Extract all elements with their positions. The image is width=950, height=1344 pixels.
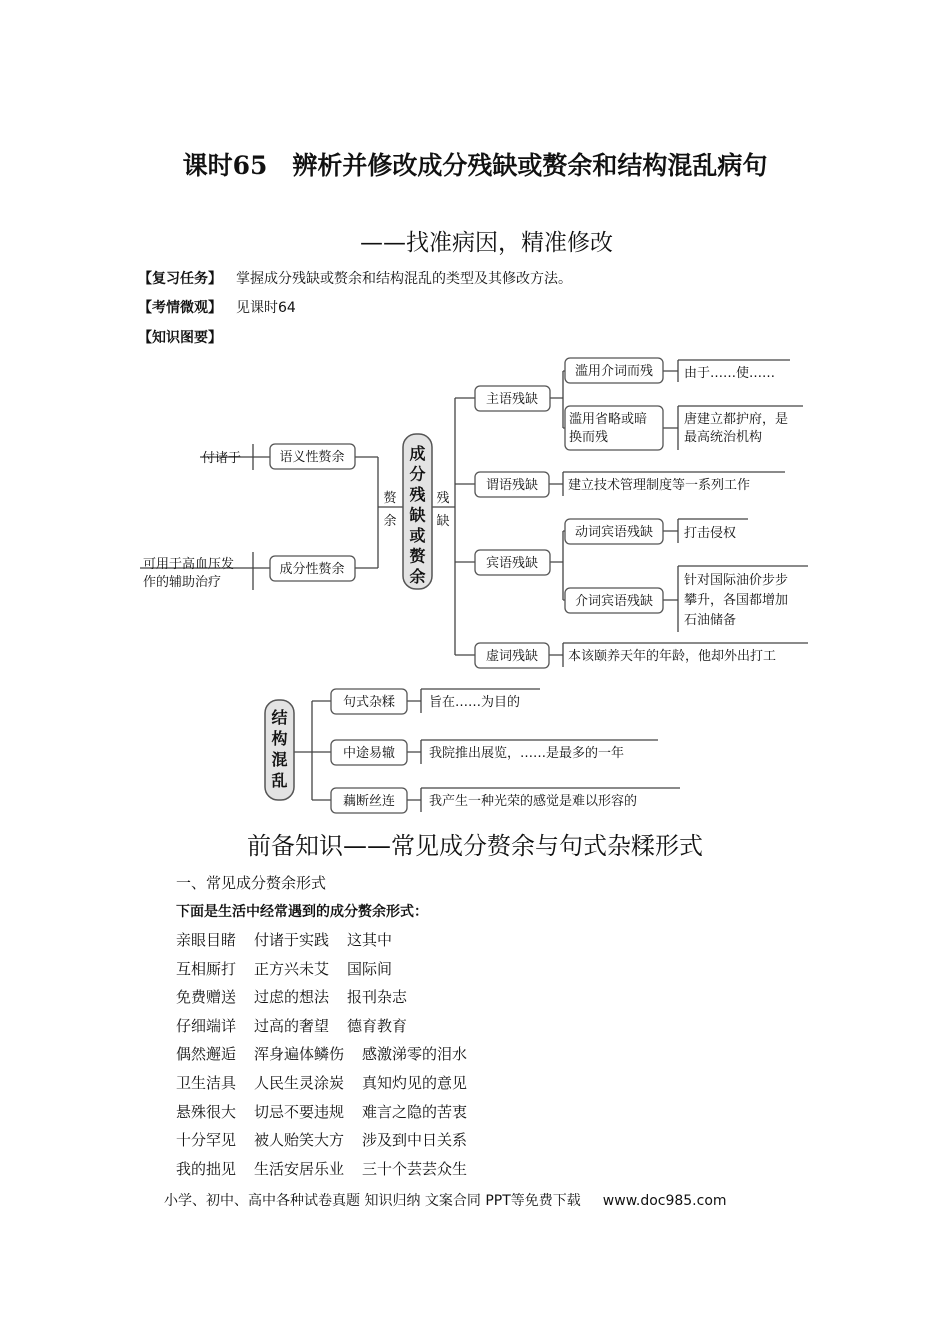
omission-branch-char: 残 xyxy=(436,491,450,506)
redundancy-phrase: 难言之隐的苦衷 xyxy=(362,1102,468,1121)
redundancy-branch-char: 余 xyxy=(383,514,397,529)
component-redundancy-label: 成分性赘余 xyxy=(279,562,345,577)
center-node-text xyxy=(409,444,426,586)
prep-object-omission-label: 介词宾语残缺 xyxy=(574,594,654,609)
redundancy-phrase: 十分罕见 xyxy=(176,1131,237,1150)
redundancy-phrase: 偶然邂逅 xyxy=(176,1045,237,1064)
structure-center-char: 构 xyxy=(271,729,288,748)
redundancy-phrase: 德育教育 xyxy=(347,1016,408,1035)
redundancy-phrase: 免费赠送 xyxy=(176,988,237,1007)
footer-text: 小学、初中、高中各种试卷真题 知识归纳 文案合同 PPT等免费下载 xyxy=(164,1193,581,1209)
prep-object-omission-example-3: 石油储备 xyxy=(684,613,737,628)
sentence-mixing-label: 句式杂糅 xyxy=(342,695,396,710)
redundancy-phrase: 亲眼目睹 xyxy=(176,931,237,949)
redundancy-phrase: 真知灼见的意见 xyxy=(362,1074,468,1092)
omission-misuse-example-1: 唐建立都护府，是 xyxy=(684,412,789,427)
redundancy-phrase: 这其中 xyxy=(347,931,393,949)
list-item xyxy=(176,958,410,979)
list-item xyxy=(176,1043,485,1064)
section1-intro: 下面是生活中经常遇到的成分赘余形式： xyxy=(176,904,428,920)
redundancy-phrase: 涉及到中日关系 xyxy=(362,1131,468,1150)
page-title: 课时65 辨析并修改成分残缺或赘余和结构混乱病句 xyxy=(182,151,768,180)
section-title: 前备知识——常见成分赘余与句式杂糅形式 xyxy=(247,832,703,860)
center-node-char: 分 xyxy=(409,464,426,484)
semantic-redundancy-example: 付诸于 xyxy=(202,451,242,466)
center-node-char: 缺 xyxy=(409,505,426,525)
redundancy-phrase: 浑身遍体鳞伤 xyxy=(254,1045,345,1064)
verb-object-omission-example: 打击侵权 xyxy=(684,526,737,541)
lingering-link-label: 藕断丝连 xyxy=(342,794,396,809)
review-task-value: 掌握成分残缺或赘余和结构混乱的类型及其修改方法。 xyxy=(236,271,572,287)
omission-branch-char: 缺 xyxy=(436,514,450,529)
exam-view-value: 见课时64 xyxy=(236,300,296,316)
list-item xyxy=(176,1101,485,1122)
function-word-omission-example: 本该颐养天年的年龄，他却外出打工 xyxy=(568,649,777,664)
footer-site[interactable]: www.doc985.com xyxy=(602,1193,727,1209)
component-redundancy-example-2: 作的辅助治疗 xyxy=(143,575,222,590)
exam-view-label: 【考情微观】 xyxy=(138,300,222,316)
center-node-char: 残 xyxy=(409,485,426,504)
preposition-misuse-label: 滥用介词而残 xyxy=(574,364,654,379)
list-item xyxy=(176,1129,485,1150)
preposition-misuse-example: 由于……使…… xyxy=(684,366,776,381)
prep-object-omission-example-2: 攀升，各国都增加 xyxy=(684,593,789,608)
subject-omission-label: 主语残缺 xyxy=(485,392,539,407)
object-omission-label: 宾语残缺 xyxy=(485,556,539,571)
omission-misuse-label-2: 换而残 xyxy=(569,430,609,445)
predicate-omission-example: 建立技术管理制度等一系列工作 xyxy=(568,478,751,493)
predicate-omission-label: 谓语残缺 xyxy=(485,478,539,493)
structure-center-char: 混 xyxy=(271,750,288,769)
knowledge-map-label: 【知识图要】 xyxy=(138,330,222,346)
center-node-char: 成 xyxy=(409,444,426,463)
omission-branch-label xyxy=(436,491,449,529)
verb-object-omission-label: 动词宾语残缺 xyxy=(574,525,654,540)
center-node-char: 赘 xyxy=(409,546,426,566)
midway-switch-example: 我院推出展览，……是最多的一年 xyxy=(429,746,625,761)
list-item xyxy=(176,1015,425,1036)
list-item xyxy=(176,1158,485,1179)
redundancy-phrase: 仔细端详 xyxy=(176,1016,237,1035)
center-node-char: 或 xyxy=(409,526,426,545)
redundancy-phrase: 生活安居乐业 xyxy=(254,1159,345,1178)
redundancy-phrase: 我的拙见 xyxy=(176,1159,237,1178)
redundancy-phrase: 人民生灵涂炭 xyxy=(254,1074,345,1092)
lingering-link-example: 我产生一种光荣的感觉是难以形容的 xyxy=(429,794,638,809)
semantic-redundancy-label: 语义性赘余 xyxy=(279,450,345,465)
omission-misuse-example-2: 最高统治机构 xyxy=(684,430,763,445)
redundancy-phrase: 被人贻笑大方 xyxy=(254,1131,345,1150)
redundancy-phrase: 国际间 xyxy=(347,959,393,978)
list-item xyxy=(176,1072,485,1093)
center-node-char: 余 xyxy=(409,567,426,586)
midway-switch-label: 中途易辙 xyxy=(342,746,396,761)
redundancy-branch-label xyxy=(383,490,397,529)
redundancy-phrase: 卫生洁具 xyxy=(176,1074,237,1092)
page-subtitle: ——找准病因，精准修改 xyxy=(360,230,613,256)
redundancy-phrase: 感激涕零的泪水 xyxy=(362,1045,468,1064)
redundancy-phrase: 悬殊很大 xyxy=(176,1102,237,1121)
section1-heading: 一、常见成分赘余形式 xyxy=(176,874,327,892)
review-task-label: 【复习任务】 xyxy=(138,271,222,287)
list-item xyxy=(176,986,425,1007)
omission-misuse-label-1: 滥用省略或暗 xyxy=(569,412,648,427)
redundancy-phrase: 付诸于实践 xyxy=(254,931,330,949)
prep-object-omission-example-1: 针对国际油价步步 xyxy=(684,573,789,588)
redundancy-phrase: 正方兴未艾 xyxy=(254,959,330,978)
footer xyxy=(164,1190,727,1210)
redundancy-branch-char: 赘 xyxy=(383,491,397,506)
redundancy-phrase: 过高的奢望 xyxy=(254,1016,330,1035)
redundancy-phrase: 切忌不要违规 xyxy=(254,1102,345,1121)
redundancy-phrase: 报刊杂志 xyxy=(347,988,408,1007)
function-word-omission-label: 虚词残缺 xyxy=(485,649,539,664)
redundancy-phrase: 互相厮打 xyxy=(176,959,237,978)
sentence-mixing-example: 旨在……为目的 xyxy=(429,695,521,710)
redundancy-phrase: 三十个芸芸众生 xyxy=(362,1159,468,1178)
list-item xyxy=(176,929,410,950)
redundancy-phrase: 过虑的想法 xyxy=(254,988,330,1007)
structure-center-char: 乱 xyxy=(271,771,288,790)
component-redundancy-example-1: 可用于高血压发 xyxy=(143,557,235,572)
structure-center-char: 结 xyxy=(271,708,288,727)
